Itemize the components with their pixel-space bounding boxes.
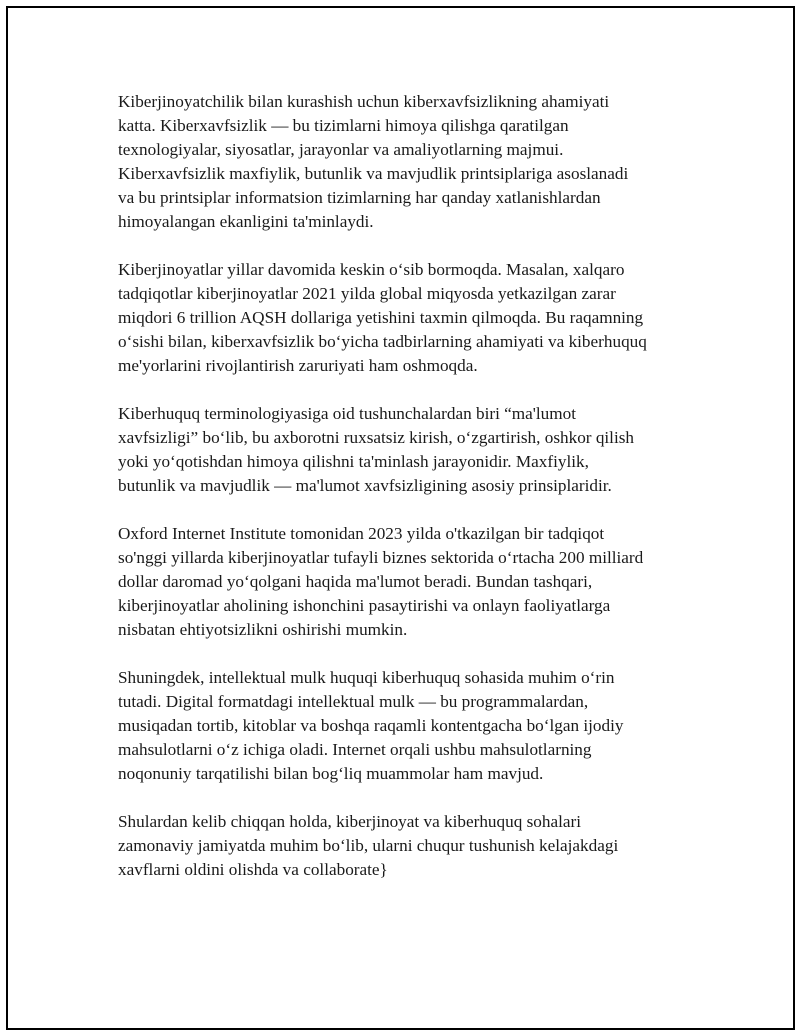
paragraph-3	[118, 402, 703, 498]
text-line: noqonuniy tarqatilishi bilan bog‘liq muammolar ham mavjud.	[118, 764, 544, 783]
text-line: himoyalangan ekanligini ta'minlaydi.	[118, 212, 374, 231]
text-line: Kiberjinoyatchilik bilan kurashish uchun kiberxavfsizlikning ahamiyati	[118, 92, 610, 111]
text-line: miqdori 6 trillion AQSH dollariga yetishini taxmin qilmoqda. Bu raqamning	[118, 308, 644, 327]
text-line: Kiberhuquq terminologiyasiga oid tushunchalardan biri “ma'lumot	[118, 404, 576, 423]
text-line: xavfsizligi” bo‘lib, bu axborotni ruxsatsiz kirish, o‘zgartirish, oshkor qilish	[118, 428, 635, 447]
text-line: dollar daromad yo‘qolgani haqida ma'lumot beradi. Bundan tashqari,	[118, 572, 593, 591]
text-line: Shuningdek, intellektual mulk huquqi kiberhuquq sohasida muhim o‘rin	[118, 668, 615, 687]
text-line: Shulardan kelib chiqqan holda, kiberjinoyat va kiberhuquq sohalari	[118, 812, 581, 831]
text-line: Oxford Internet Institute tomonidan 2023 yilda o'tkazilgan bir tadqiqot	[118, 524, 605, 543]
text-line: xavflarni oldini olishda va collaborate}	[118, 860, 388, 879]
text-line: texnologiyalar, siyosatlar, jarayonlar va amaliyotlarning majmui.	[118, 140, 564, 159]
paragraph-5	[118, 666, 703, 786]
text-line: musiqadan tortib, kitoblar va boshqa raqamli kontentgacha bo‘lgan ijodiy	[118, 716, 624, 735]
text-line: so'nggi yillarda kiberjinoyatlar tufayli biznes sektorida o‘rtacha 200 milliard	[118, 548, 644, 567]
paragraph-4	[118, 522, 703, 642]
text-line: o‘sishi bilan, kiberxavfsizlik bo‘yicha tadbirlarning ahamiyati va kiberhuquq	[118, 332, 647, 351]
paragraph-6	[118, 810, 703, 882]
paragraph-1	[118, 90, 703, 234]
text-line: katta. Kiberxavfsizlik — bu tizimlarni himoya qilishga qaratilgan	[118, 116, 569, 135]
text-line: me'yorlarini rivojlantirish zaruriyati ham oshmoqda.	[118, 356, 478, 375]
text-line: va bu printsiplar informatsion tizimlarning har qanday xatlanishlardan	[118, 188, 601, 207]
text-line: kiberjinoyatlar aholining ishonchini pasaytirishi va onlayn faoliyatlarga	[118, 596, 611, 615]
text-line: tadqiqotlar kiberjinoyatlar 2021 yilda global miqyosda yetkazilgan zarar	[118, 284, 616, 303]
text-line: yoki yo‘qotishdan himoya qilishni ta'minlash jarayonidir. Maxfiylik,	[118, 452, 589, 471]
text-line: butunlik va mavjudlik — ma'lumot xavfsizligining asosiy prinsiplaridir.	[118, 476, 612, 495]
text-line: Kiberjinoyatlar yillar davomida keskin o‘sib bormoqda. Masalan, xalqaro	[118, 260, 625, 279]
paragraph-2	[118, 258, 703, 378]
text-line: nisbatan ehtiyotsizlikni oshirishi mumkin.	[118, 620, 408, 639]
document-page	[6, 6, 795, 1030]
text-line: mahsulotlarni o‘z ichiga oladi. Internet orqali ushbu mahsulotlarning	[118, 740, 592, 759]
document-body	[118, 90, 703, 906]
text-line: Kiberxavfsizlik maxfiylik, butunlik va mavjudlik printsiplariga asoslanadi	[118, 164, 629, 183]
text-line: tutadi. Digital formatdagi intellektual mulk — bu programmalardan,	[118, 692, 589, 711]
text-line: zamonaviy jamiyatda muhim bo‘lib, ularni chuqur tushunish kelajakdagi	[118, 836, 619, 855]
